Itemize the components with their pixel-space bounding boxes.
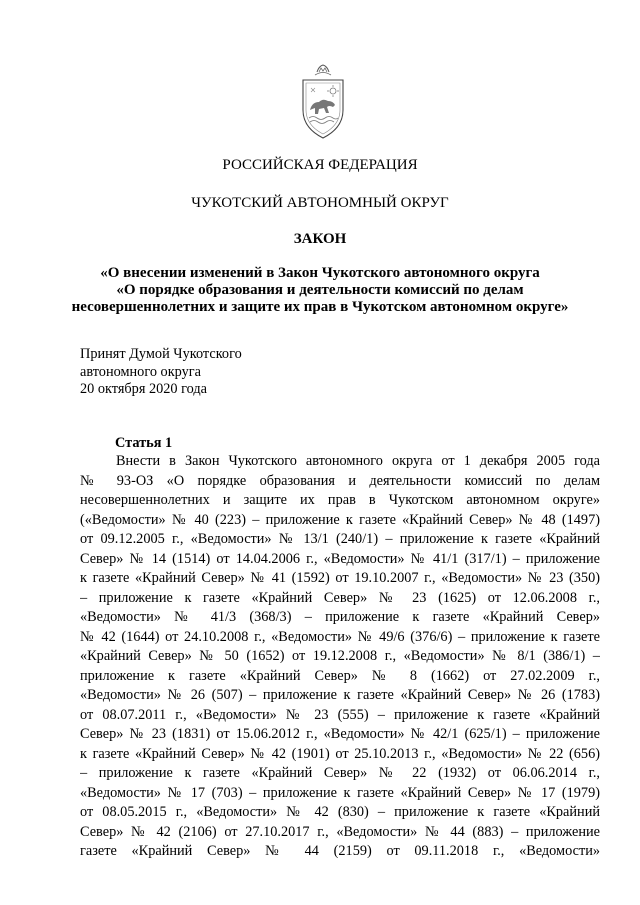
article-title: Статья 1	[115, 435, 173, 451]
article-body-line: («Ведомости» № 40 (223) – приложение к газете «Крайний Север» № 48 (1497)	[80, 511, 600, 528]
article-body-line: «Крайний Север» № 50 (1652) от 19.12.2008 г., «Ведомости» № 8/1 (386/1) –	[80, 648, 600, 665]
article-body-line: – приложение к газете «Крайний Север» № 22 (1932) от 06.06.2014 г.,	[80, 765, 600, 782]
article-body-line: «Ведомости» № 41/3 (368/3) – приложение к газете «Крайний Север»	[80, 609, 600, 626]
article-body-line: от 08.05.2015 г., «Ведомости» № 42 (830) – приложение к газете «Крайний	[80, 804, 600, 821]
article-body-line: от 09.12.2005 г., «Ведомости» № 13/1 (240/1) – приложение к газете «Крайний	[80, 531, 600, 548]
article-body-line: № 42 (1644) от 24.10.2008 г., «Ведомости» № 49/6 (376/6) – приложение к газете	[80, 628, 600, 645]
article-body-line: «Ведомости» № 26 (507) – приложение к газете «Крайний Север» № 26 (1783)	[80, 687, 600, 704]
article-body-line: к газете «Крайний Север» № 42 (1901) от 25.10.2013 г., «Ведомости» № 22 (656)	[80, 745, 600, 762]
law-title-line: «О порядке образования и деятельности комиссий по делам	[116, 282, 524, 298]
article-body-line: № 93-ОЗ «О порядке образования и деятельности комиссий по делам	[80, 472, 600, 489]
article-body-line: – приложение к газете «Крайний Север» № 23 (1625) от 12.06.2008 г.,	[80, 589, 600, 606]
law-title-line: несовершеннолетних и защите их прав в Чукотском автономном округе»	[71, 299, 569, 315]
region-heading: ЧУКОТСКИЙ АВТОНОМНЫЙ ОКРУГ	[191, 195, 449, 211]
article-body-line: Север» № 23 (1831) от 15.06.2012 г., «Ведомости» № 42/1 (625/1) – приложение	[80, 726, 600, 743]
article-body-line: от 08.07.2011 г., «Ведомости» № 23 (555) – приложение к газете «Крайний	[80, 706, 600, 723]
country-heading: РОССИЙСКАЯ ФЕДЕРАЦИЯ	[222, 157, 418, 173]
article-body-line: приложение к газете «Крайний Север» № 8 (1662) от 27.02.2009 г.,	[80, 667, 600, 684]
article-body-line: к газете «Крайний Север» № 41 (1592) от 19.10.2007 г., «Ведомости» № 23 (350)	[80, 570, 600, 587]
article-body-line: несовершеннолетних и защите их прав в Чукотском автономном округе»	[80, 492, 600, 509]
article-body-line: газете «Крайний Север» № 44 (2159) от 09.11.2018 г., «Ведомости»	[80, 843, 600, 860]
article-body-line: Север» № 14 (1514) от 14.04.2006 г., «Ведомости» № 41/1 (317/1) – приложение	[80, 550, 600, 567]
article-body-line: Внести в Закон Чукотского автономного округа от 1 декабря 2005 года	[116, 453, 600, 469]
adoption-line: Принят Думой Чукотского	[80, 346, 242, 362]
article-body	[80, 452, 600, 862]
adoption-info	[80, 346, 242, 399]
article-body-line: Север» № 42 (2106) от 27.10.2017 г., «Ведомости» № 44 (883) – приложение	[80, 823, 600, 840]
adoption-line: автономного округа	[80, 363, 201, 380]
adoption-line: 20 октября 2020 года	[80, 381, 208, 397]
document-type-heading: ЗАКОН	[293, 231, 347, 247]
coat-of-arms-icon	[297, 58, 349, 144]
article-body-line: «Ведомости» № 17 (703) – приложение к газете «Крайний Север» № 17 (1979)	[80, 784, 600, 801]
law-title-line: «О внесении изменений в Закон Чукотского автономного округа	[100, 265, 540, 281]
